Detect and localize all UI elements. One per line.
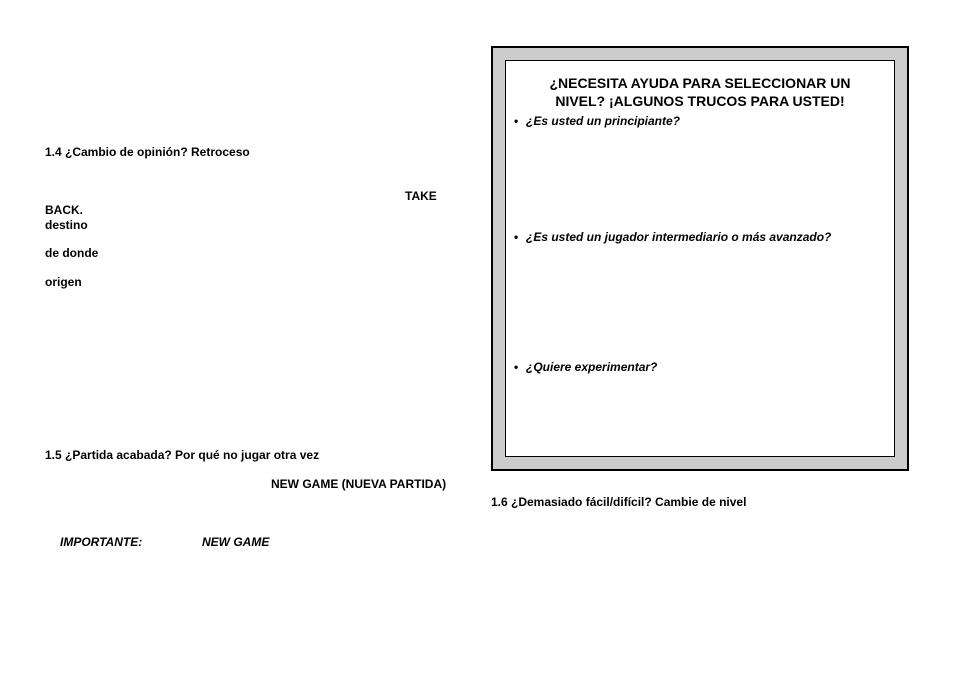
section-heading-1-4: 1.4 ¿Cambio de opinión? Retroceso	[45, 145, 250, 159]
help-box-title	[506, 74, 894, 110]
tip-experiment	[514, 360, 657, 374]
de-donde-label: de donde	[45, 246, 99, 260]
new-game-nueva-partida-label: NEW GAME (NUEVA PARTIDA)	[271, 477, 447, 491]
importante-label: IMPORTANTE:	[60, 535, 143, 549]
tip-intermediate	[514, 230, 831, 244]
take-label: TAKE	[405, 189, 437, 203]
tip-beginner-text: ¿Es usted un principiante?	[526, 114, 681, 128]
back-label: BACK.	[45, 203, 83, 217]
bullet-icon: •	[514, 114, 519, 128]
tip-experiment-text: ¿Quiere experimentar?	[526, 360, 658, 374]
bullet-icon: •	[514, 230, 519, 244]
help-box-title-line-2: NIVEL? ¡ALGUNOS TRUCOS PARA USTED!	[555, 93, 845, 109]
help-box	[491, 46, 909, 471]
new-game-label: NEW GAME	[202, 535, 270, 549]
origen-label: origen	[45, 275, 82, 289]
help-box-inner	[505, 60, 895, 457]
destino-label: destino	[45, 218, 88, 232]
bullet-icon: •	[514, 360, 519, 374]
tip-beginner	[514, 114, 680, 128]
tip-intermediate-text: ¿Es usted un jugador intermediario o más avanzado?	[526, 230, 832, 244]
section-heading-1-6: 1.6 ¿Demasiado fácil/difícil? Cambie de nivel	[491, 495, 747, 509]
help-box-title-line-1: ¿NECESITA AYUDA PARA SELECCIONAR UN	[549, 75, 851, 91]
section-heading-1-5: 1.5 ¿Partida acabada? Por qué no jugar otra vez	[45, 448, 320, 462]
